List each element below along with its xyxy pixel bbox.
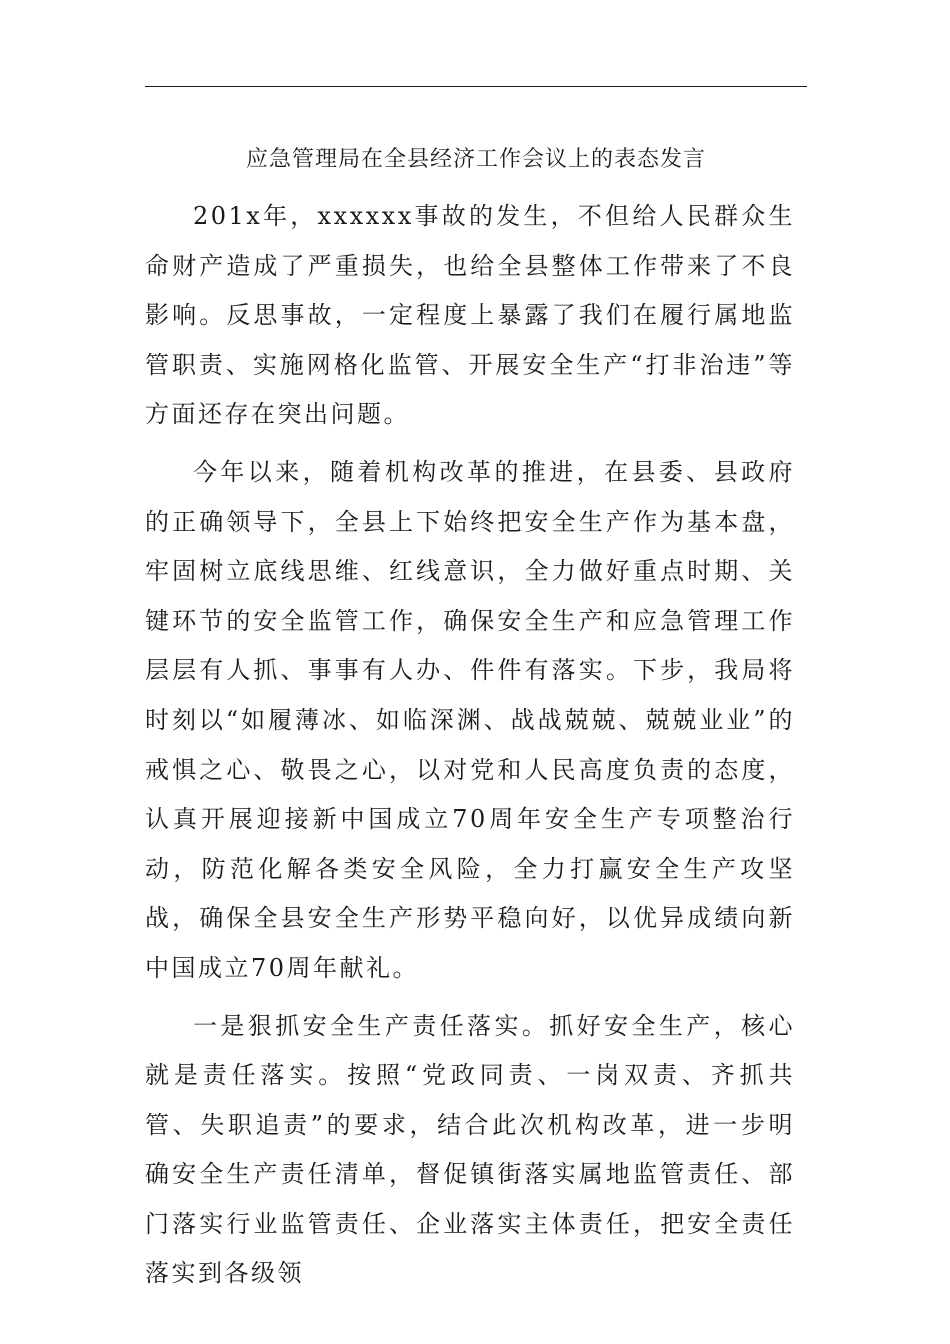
header-rule (145, 86, 807, 87)
document-title: 应急管理局在全县经济工作会议上的表态发言 (245, 147, 706, 172)
paragraph-3: 一是狠抓安全生产责任落实。抓好安全生产，核心就是责任落实。按照“党政同责、一岗双责、齐抓共管、失职追责”的要求，结合此次机构改革，进一步明确安全生产责任清单，督促镇街落实属地监管责任、部门落实行业监管责任、企业落实主体责任，把安全责任落实到各级领 (145, 1011, 795, 1288)
document-body (145, 192, 795, 1307)
paragraph-1: 201x年，xxxxxx事故的发生，不但给人民群众生命财产造成了严重损失，也给全县整体工作带来了不良影响。反思事故，一定程度上暴露了我们在履行属地监管职责、实施网格化监管、开展安全生产“打非治违”等方面还存在突出问题。 (145, 202, 795, 429)
paragraph-2: 今年以来，随着机构改革的推进，在县委、县政府的正确领导下，全县上下始终把安全生产作为基本盘，牢固树立底线思维、红线意识，全力做好重点时期、关键环节的安全监管工作，确保安全生产和应急管理工作层层有人抓、事事有人办、件件有落实。下步，我局将时刻以“如履薄冰、如临深渊、战战兢兢、兢兢业业”的戒惧之心、敬畏之心，以对党和人民高度负责的态度，认真开展迎接新中国成立70周年安全生产专项整治行动，防范化解各类安全风险，全力打赢安全生产攻坚战，确保全县安全生产形势平稳向好，以优异成绩向新中国成立70周年献礼。 (145, 457, 795, 982)
